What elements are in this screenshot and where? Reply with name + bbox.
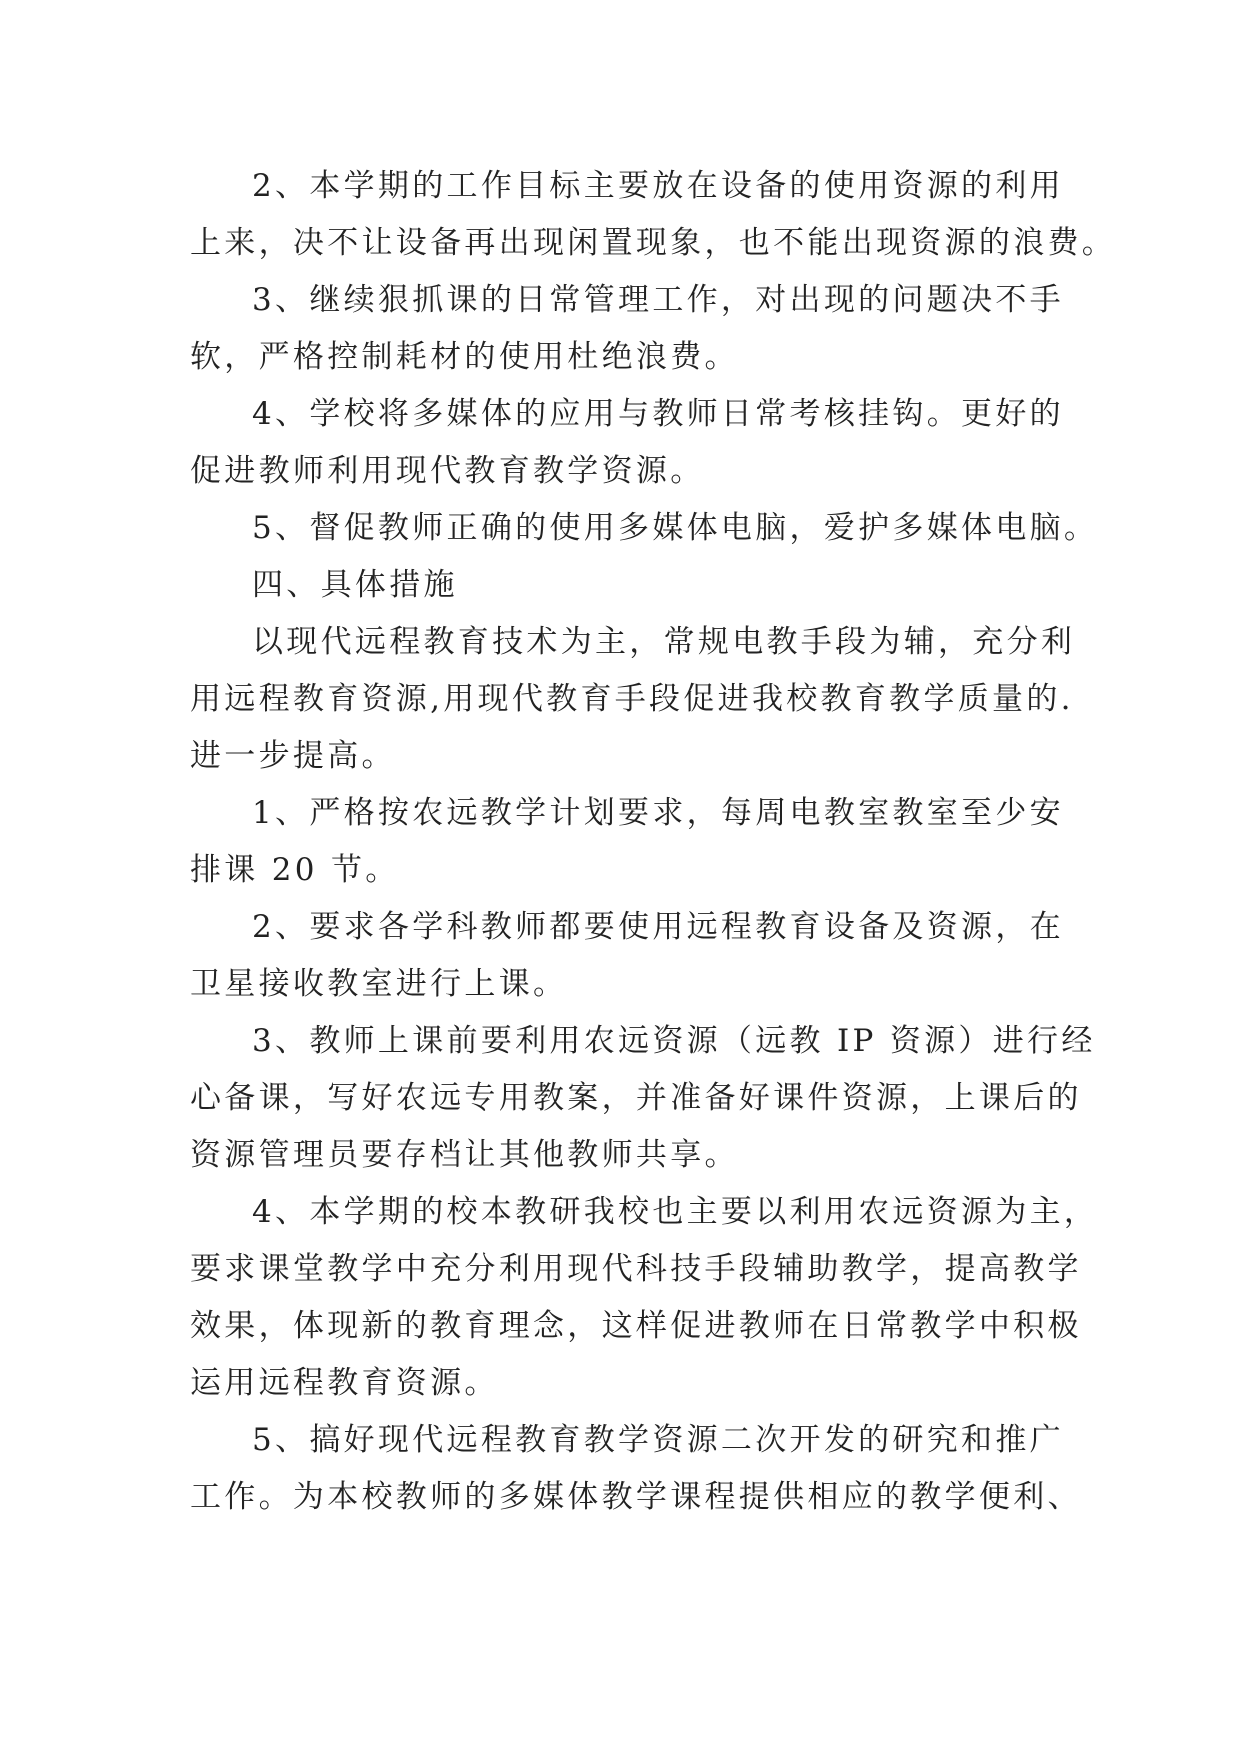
text-line: 效果，体现新的教育理念，这样促进教师在日常教学中积极: [190, 1308, 1082, 1344]
text-line: 1、严格按农远教学计划要求，每周电教室教室至少安: [252, 795, 1064, 831]
text-line: 5、搞好现代远程教育教学资源二次开发的研究和推广: [252, 1422, 1064, 1458]
text-line: 要求课堂教学中充分利用现代科技手段辅助教学，提高教学: [190, 1251, 1082, 1287]
text-line: 2、本学期的工作目标主要放在设备的使用资源的利用: [252, 168, 1064, 204]
text-line: 促进教师利用现代教育教学资源。: [190, 453, 705, 489]
text-line: 上来，决不让设备再出现闲置现象，也不能出现资源的浪费。: [190, 225, 1117, 261]
text-line: 4、本学期的校本教研我校也主要以利用农远资源为主，: [252, 1194, 1099, 1230]
text-line: 运用远程教育资源。: [190, 1365, 499, 1401]
text-line: 用远程教育资源,用现代教育手段促进我校教育教学质量的.: [190, 681, 1074, 717]
text-line: 资源管理员要存档让其他教师共享。: [190, 1137, 739, 1173]
text-line: 卫星接收教室进行上课。: [190, 966, 568, 1002]
text-line: 进一步提高。: [190, 738, 396, 774]
text-line: 心备课，写好农远专用教案，并准备好课件资源，上课后的: [190, 1080, 1082, 1116]
text-line: 4、学校将多媒体的应用与教师日常考核挂钩。更好的: [252, 396, 1064, 432]
text-line: 以现代远程教育技术为主，常规电教手段为辅，充分利: [252, 624, 1076, 660]
text-line: 5、督促教师正确的使用多媒体电脑，爱护多媒体电脑。: [252, 510, 1099, 546]
text-line: 3、继续狠抓课的日常管理工作，对出现的问题决不手: [252, 282, 1064, 318]
text-line: 排课 20 节。: [190, 852, 400, 888]
section-heading: 四、具体措施: [252, 567, 458, 603]
text-line: 2、要求各学科教师都要使用远程教育设备及资源，在: [252, 909, 1064, 945]
text-line: 3、教师上课前要利用农远资源（远教 IP 资源）进行经: [252, 1023, 1096, 1059]
text-line: 软，严格控制耗材的使用杜绝浪费。: [190, 339, 739, 375]
text-line: 工作。为本校教师的多媒体教学课程提供相应的教学便利、: [190, 1479, 1082, 1515]
